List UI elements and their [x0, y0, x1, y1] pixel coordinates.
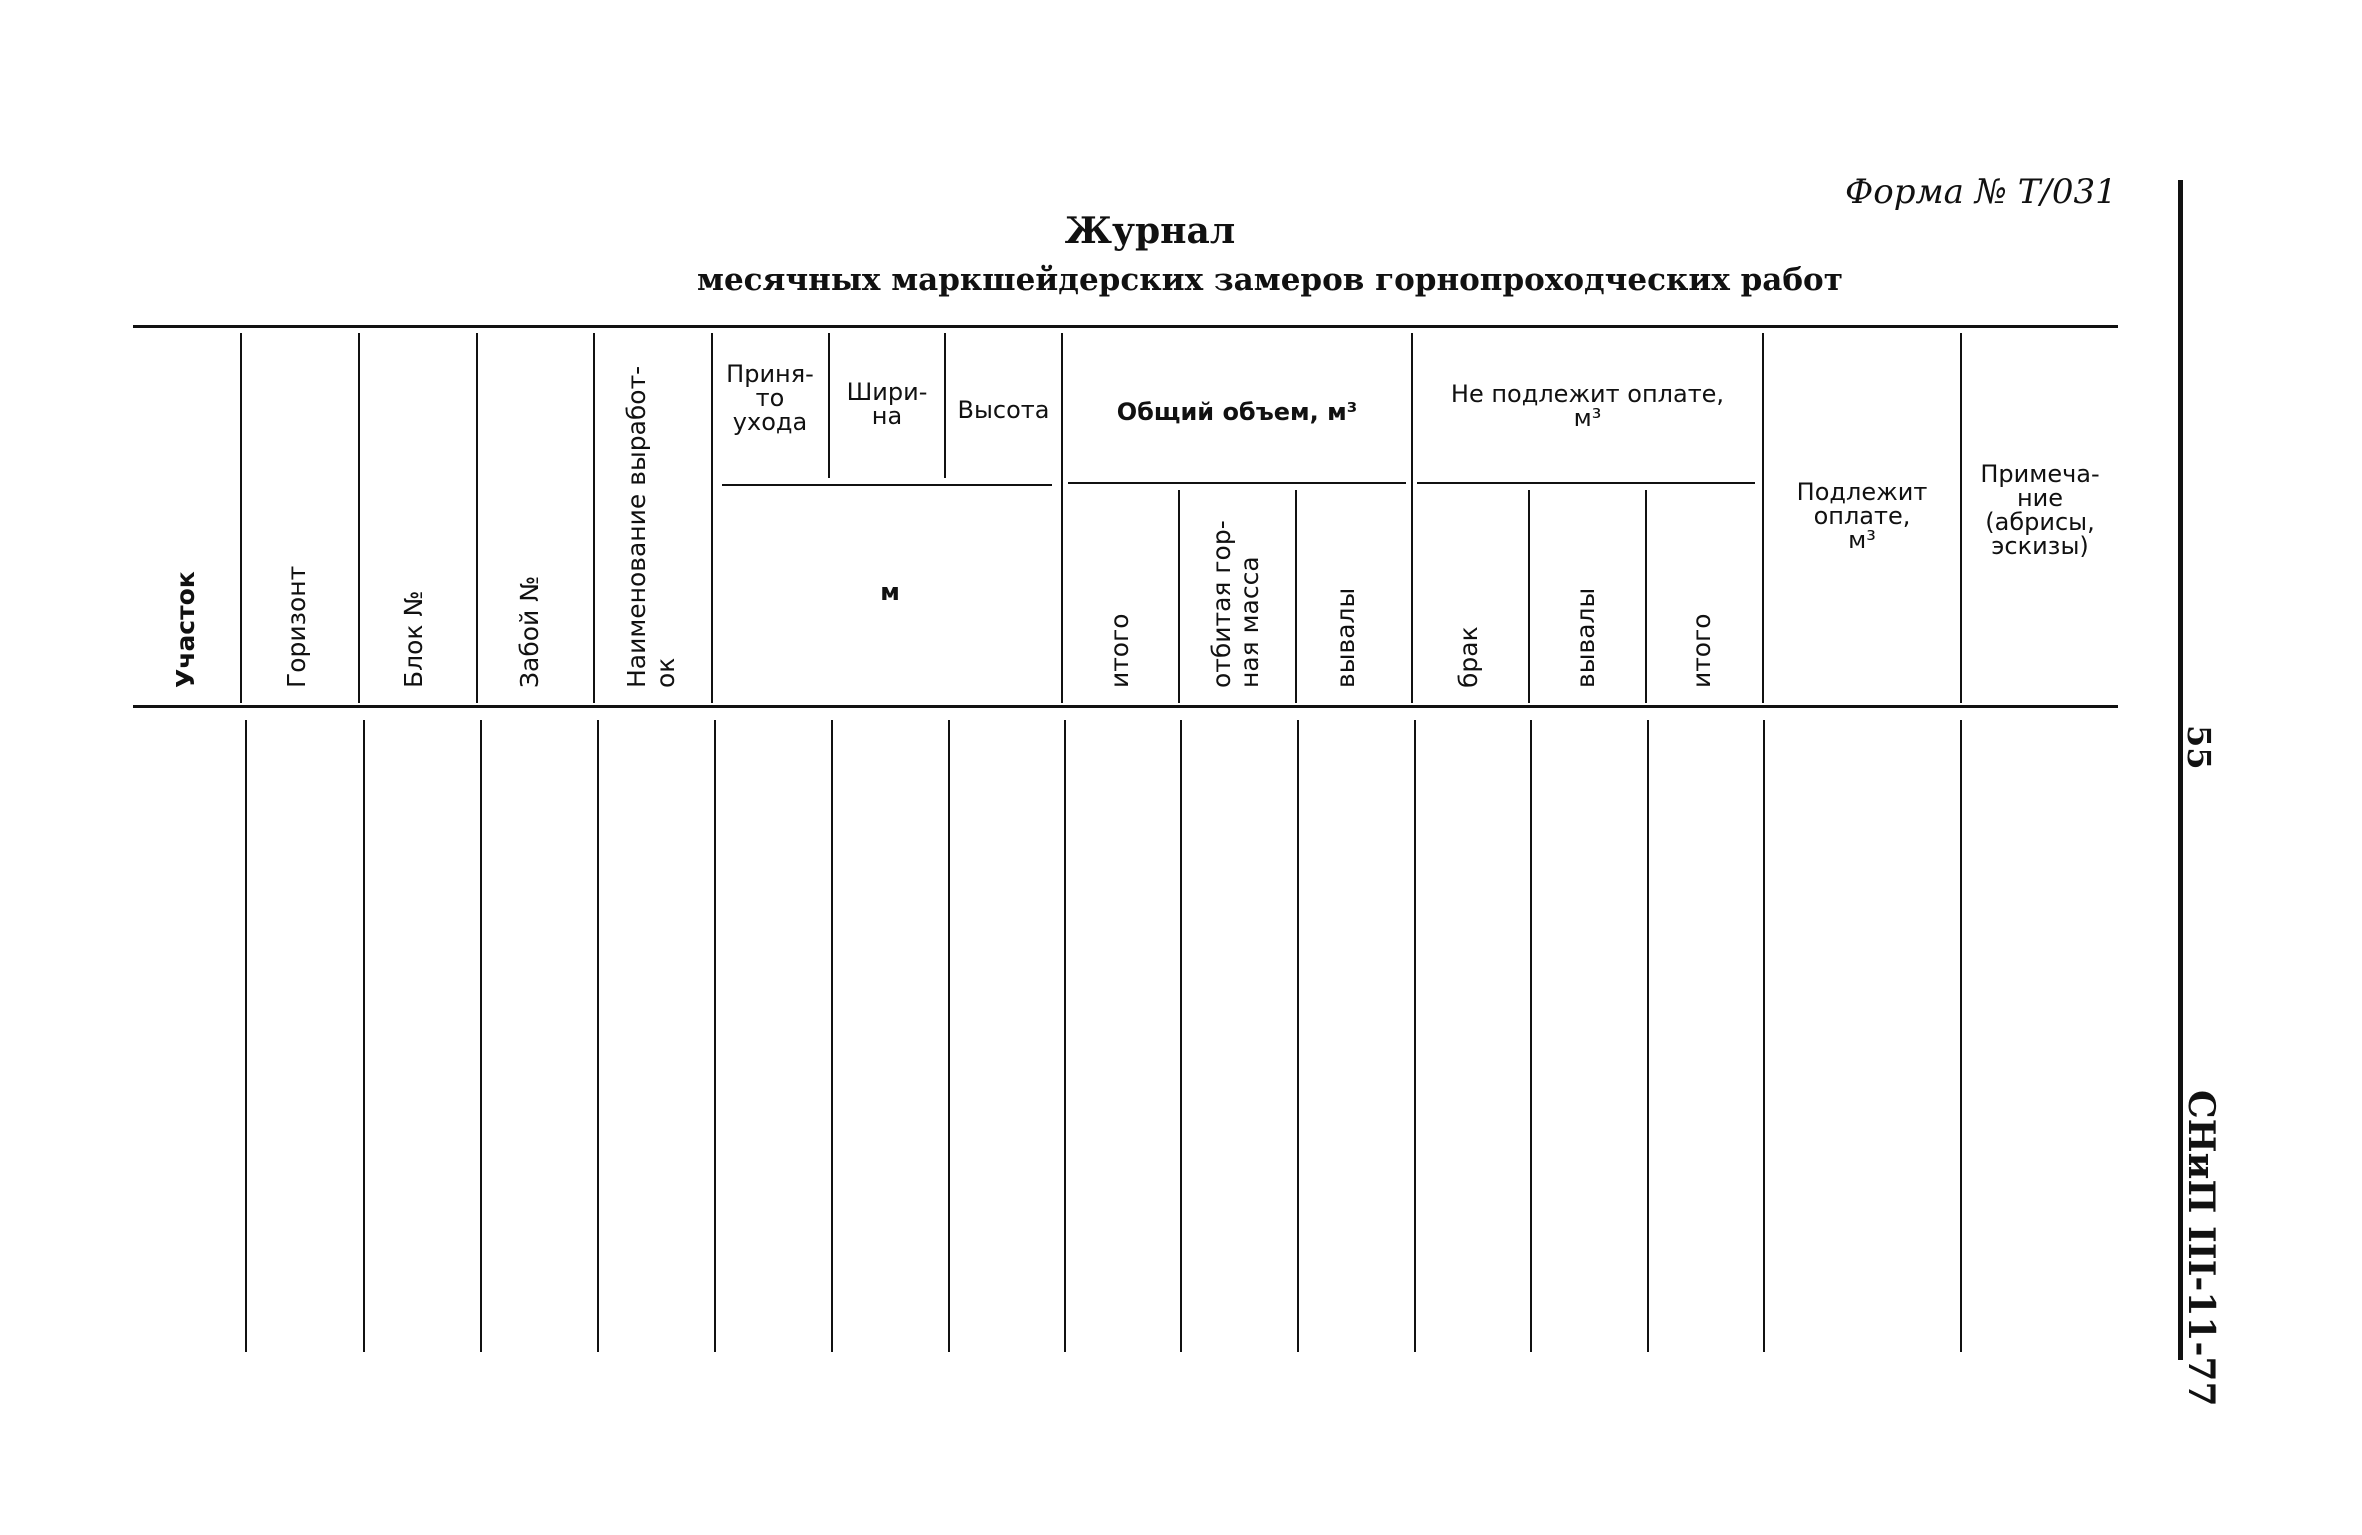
col-unpaid-itogo: итого	[1687, 613, 1716, 688]
header-divider	[1295, 490, 1297, 703]
col-podlezhit-line3: м³	[1848, 526, 1876, 554]
sub-rule-volume	[1068, 482, 1406, 484]
body-column-line	[1530, 720, 1532, 1352]
form-number: Форма № Т/031	[1845, 172, 2117, 212]
col-prinyato-line2: то	[755, 384, 785, 412]
body-column-line	[1960, 720, 1962, 1352]
body-column-line	[1763, 720, 1765, 1352]
col-brak: брак	[1454, 626, 1483, 688]
col-ne-podlezhit-line2: м³	[1573, 404, 1602, 432]
journal-title: Журнал	[1064, 210, 1236, 252]
col-prinyato-line1: Приня-	[726, 360, 814, 388]
header-divider	[240, 333, 242, 703]
header-divider	[476, 333, 478, 703]
col-shirina	[830, 380, 944, 428]
body-column-line	[480, 720, 482, 1352]
col-ne-podlezhit	[1413, 382, 1762, 430]
page-number: 55	[2180, 725, 2218, 770]
col-prinyato-line3: ухода	[732, 408, 808, 436]
body-column-line	[831, 720, 833, 1352]
body-column-line	[245, 720, 247, 1352]
header-divider	[358, 333, 360, 703]
body-column-line	[948, 720, 950, 1352]
col-podlezhit	[1764, 480, 1960, 552]
body-column-line	[363, 720, 365, 1352]
col-naimenovanie-line2: ок	[651, 657, 680, 688]
body-column-line	[1647, 720, 1649, 1352]
col-shirina-line2: на	[871, 402, 903, 430]
col-unpaid-vyvaly: вывалы	[1571, 587, 1600, 688]
col-otbitaya-line2: ная масса	[1235, 556, 1264, 688]
body-column-line	[1180, 720, 1182, 1352]
col-blok: Блок №	[399, 590, 428, 688]
sub-rule-unpaid	[1417, 482, 1755, 484]
header-bottom-rule	[133, 705, 2118, 708]
col-primechanie-line2: ние	[2016, 484, 2064, 512]
col-naimenovanie-line1: Наименование выработ-	[622, 365, 651, 688]
col-shirina-line1: Шири-	[846, 378, 928, 406]
body-column-line	[1064, 720, 1066, 1352]
col-podlezhit-line2: оплате,	[1813, 502, 1911, 530]
col-zaboy: Забой №	[515, 575, 544, 688]
sub-rule-m	[722, 484, 1052, 486]
col-primechanie-line4: эскизы)	[1991, 532, 2089, 560]
col-primechanie-line1: Примеча-	[1980, 460, 2100, 488]
col-primechanie	[1962, 462, 2118, 558]
journal-subtitle: месячных маркшейдерских замеров горнопроходческих работ	[697, 262, 1843, 298]
col-ne-podlezhit-line1: Не подлежит оплате,	[1450, 380, 1725, 408]
col-gorizont: Горизонт	[282, 565, 311, 688]
col-m-unit: м	[880, 578, 900, 606]
col-obshchiy-obem: Общий объем, м³	[1116, 398, 1358, 426]
table-top-rule	[133, 325, 2118, 328]
col-uchastok: Участок	[171, 571, 200, 688]
col-otbitaya-line1: отбитая гор-	[1207, 520, 1236, 688]
col-primechanie-line3: (абрисы,	[1985, 508, 2095, 536]
col-volume-itogo: итого	[1105, 613, 1134, 688]
header-divider	[1061, 333, 1063, 703]
col-podlezhit-line1: Подлежит	[1796, 478, 1928, 506]
header-divider	[1178, 490, 1180, 703]
col-vysota: Высота	[957, 396, 1050, 424]
body-column-line	[1414, 720, 1416, 1352]
col-prinyato-uhoda	[712, 362, 828, 434]
body-column-line	[597, 720, 599, 1352]
header-divider	[593, 333, 595, 703]
body-column-line	[714, 720, 716, 1352]
header-divider	[1645, 490, 1647, 703]
body-column-line	[1297, 720, 1299, 1352]
document-code: СНиП III-11-77	[2180, 1090, 2222, 1407]
header-divider	[1528, 490, 1530, 703]
col-volume-vyvaly: вывалы	[1331, 587, 1360, 688]
